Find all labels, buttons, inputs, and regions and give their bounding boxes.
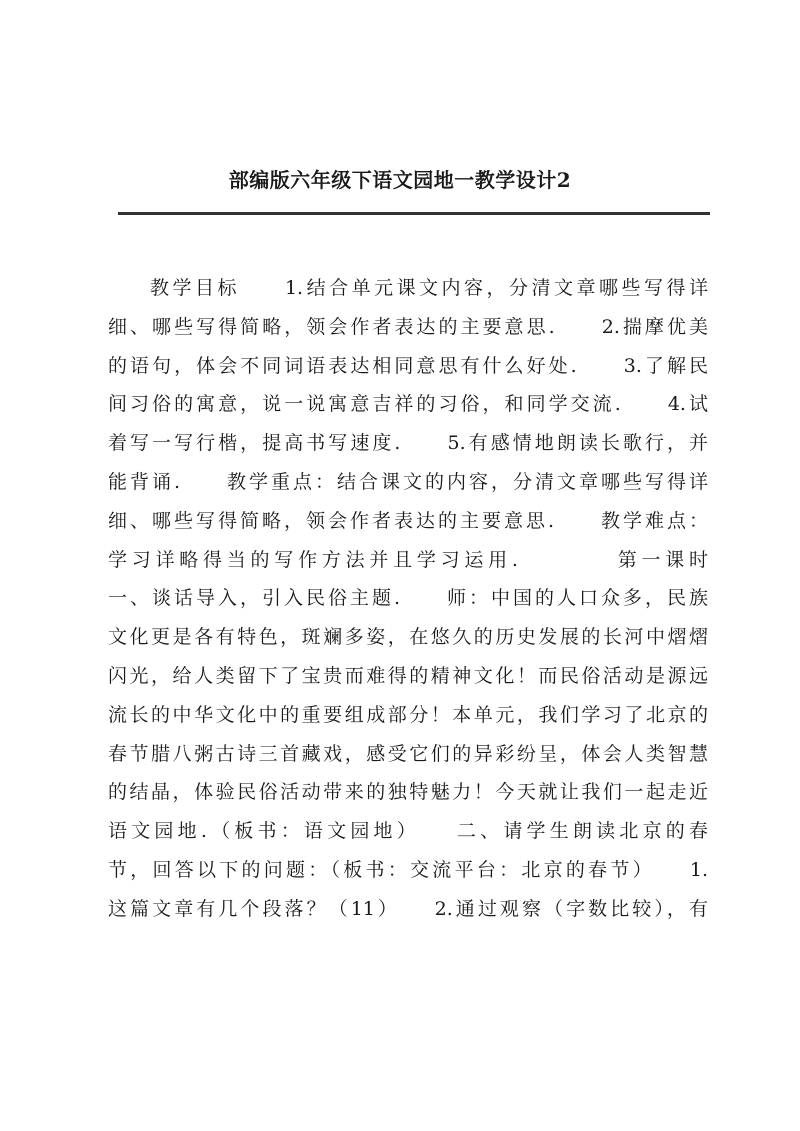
title-divider [118,212,710,215]
text-line: 着写一写行楷，提高书写速度. 5.有感情地朗读长歌行，并 [108,432,708,455]
text-line: 教学目标 1.结合单元课文内容，分清文章哪些写得详 [150,277,708,299]
body-text [108,269,708,929]
text-line: 细、哪些写得简略，领会作者表达的主要意思. 2.揣摩优美 [108,315,708,338]
text-line: 春节腊八粥古诗三首藏戏，感受它们的异彩纷呈，体会人类智慧 [108,742,708,765]
text-line: 间习俗的寓意，说一说寓意吉祥的习俗，和同学交流. 4.试 [108,393,708,416]
text-line: 的结晶，体验民俗活动带来的独特魅力！今天就让我们一起走近 [108,781,708,804]
text-line: 文化更是各有特色，斑斓多姿，在悠久的历史发展的长河中熠熠 [108,626,708,649]
text-line: 细、哪些写得简略，领会作者表达的主要意思. 教学难点： [108,509,708,532]
text-line: 能背诵. 教学重点：结合课文的内容，分清文章哪些写得详 [108,470,708,493]
text-line: 节，回答以下的问题：（板书：交流平台：北京的春节） 1. [108,858,708,881]
text-line: 学习详略得当的写作方法并且学习运用. 第一课时 [108,548,708,571]
page-title: 部编版六年级下语文园地一教学设计2 [228,168,572,192]
text-line: 语文园地.（板书：语文园地） 二、请学生朗读北京的春 [108,820,708,843]
text-line: 这篇文章有几个段落？（11） 2.通过观察（字数比较），有 [108,897,708,920]
text-line: 一、谈话导入，引入民俗主题. 师：中国的人口众多，民族 [108,587,708,610]
text-line: 闪光，给人类留下了宝贵而难得的精神文化！而民俗活动是源远 [108,664,708,687]
text-line: 的语句，体会不同词语表达相同意思有什么好处. 3.了解民 [108,354,708,377]
text-line: 流长的中华文化中的重要组成部分！本单元，我们学习了北京的 [108,703,708,726]
